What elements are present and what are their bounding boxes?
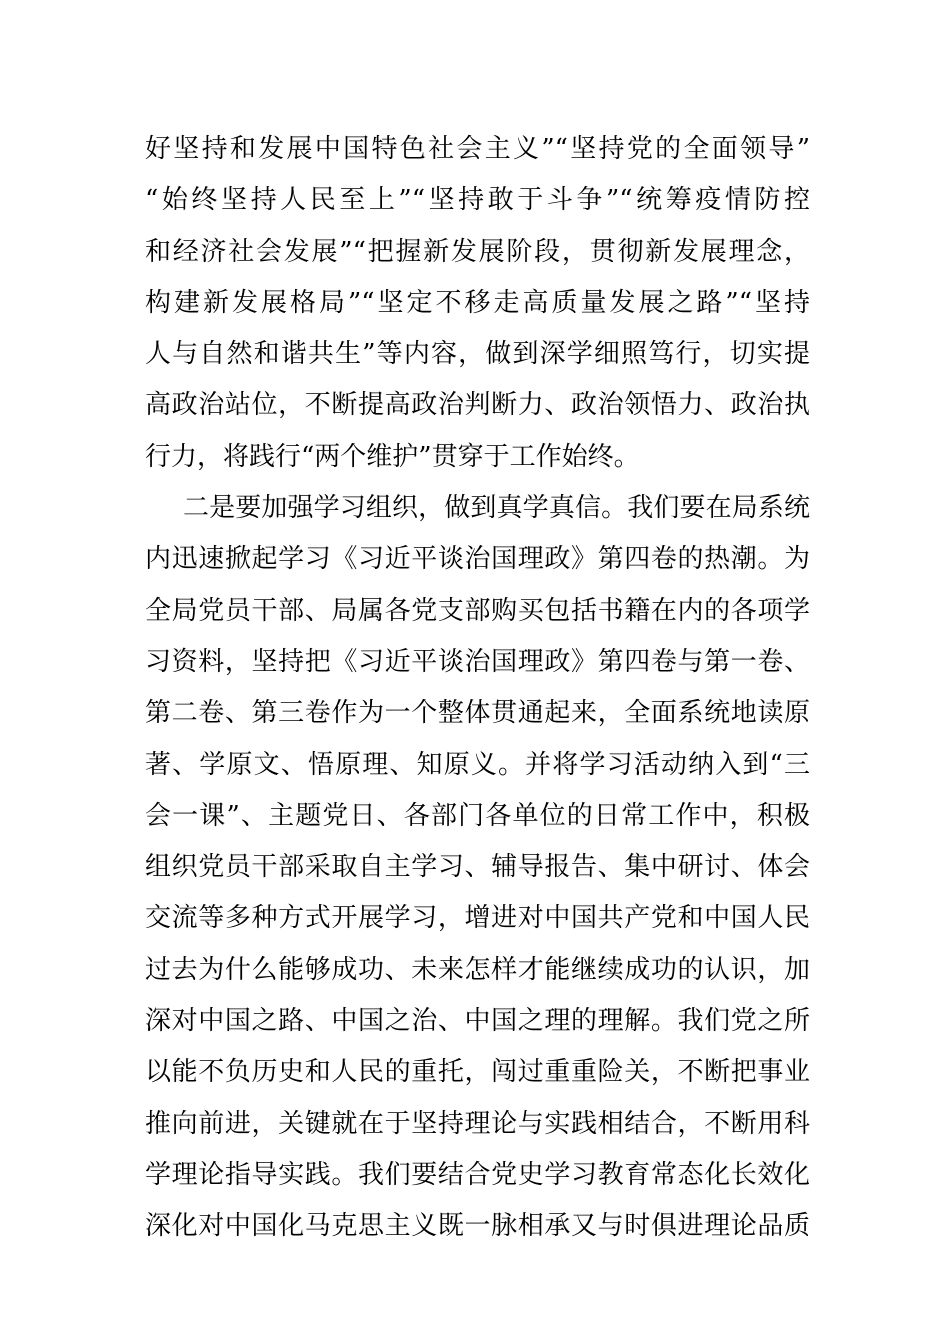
paragraph-2 [145,483,810,1252]
text-line: 全局党员干部、局属各党支部购买包括书籍在内的各项学 [145,595,810,626]
text-line: 组织党员干部采取自主学习、辅导报告、集中研讨、体会 [145,852,810,883]
text-line: 著、学原文、悟原理、知原义。并将学习活动纳入到“三 [145,749,810,780]
document-body [145,124,810,1253]
text-line: “始终坚持人民至上”“坚持敢于斗争”“统筹疫情防控 [145,185,810,216]
text-line: 会一课”、主题党日、各部门各单位的日常工作中，积极 [145,800,810,831]
text-line: 学理论指导实践。我们要结合党史学习教育常态化长效化 [145,1159,810,1190]
text-line: 构建新发展格局”“坚定不移走高质量发展之路”“坚持 [145,287,810,318]
text-line: 好坚持和发展中国特色社会主义”“坚持党的全面领导” [145,134,810,164]
text-line: 高政治站位，不断提高政治判断力、政治领悟力、政治执 [145,390,810,421]
text-line: 深对中国之路、中国之治、中国之理的理解。我们党之所 [145,1006,810,1037]
text-line: 和经济社会发展”“把握新发展阶段，贯彻新发展理念， [145,236,810,267]
text-line: 过去为什么能够成功、未来怎样才能继续成功的认识，加 [145,954,810,985]
text-line: 第二卷、第三卷作为一个整体贯通起来，全面系统地读原 [145,698,810,729]
text-line: 以能不负历史和人民的重托，闯过重重险关，不断把事业 [145,1057,810,1088]
text-line: 内迅速掀起学习《习近平谈治国理政》第四卷的热潮。为 [145,544,810,575]
paragraph-1 [145,124,810,483]
text-line: 深化对中国化马克思主义既一脉相承又与时俱进理论品质 [145,1211,810,1242]
text-line: 人与自然和谐共生”等内容，做到深学细照笃行，切实提 [145,339,810,370]
text-line: 推向前进，关键就在于坚持理论与实践相结合，不断用科 [145,1108,810,1139]
text-line: 行力，将践行“两个维护”贯穿于工作始终。 [145,441,640,472]
text-line: 交流等多种方式开展学习，增进对中国共产党和中国人民 [145,903,810,934]
text-line: 习资料，坚持把《习近平谈治国理政》第四卷与第一卷、 [145,646,810,677]
text-line: 二是要加强学习组织，做到真学真信。我们要在局系统 [183,493,810,524]
